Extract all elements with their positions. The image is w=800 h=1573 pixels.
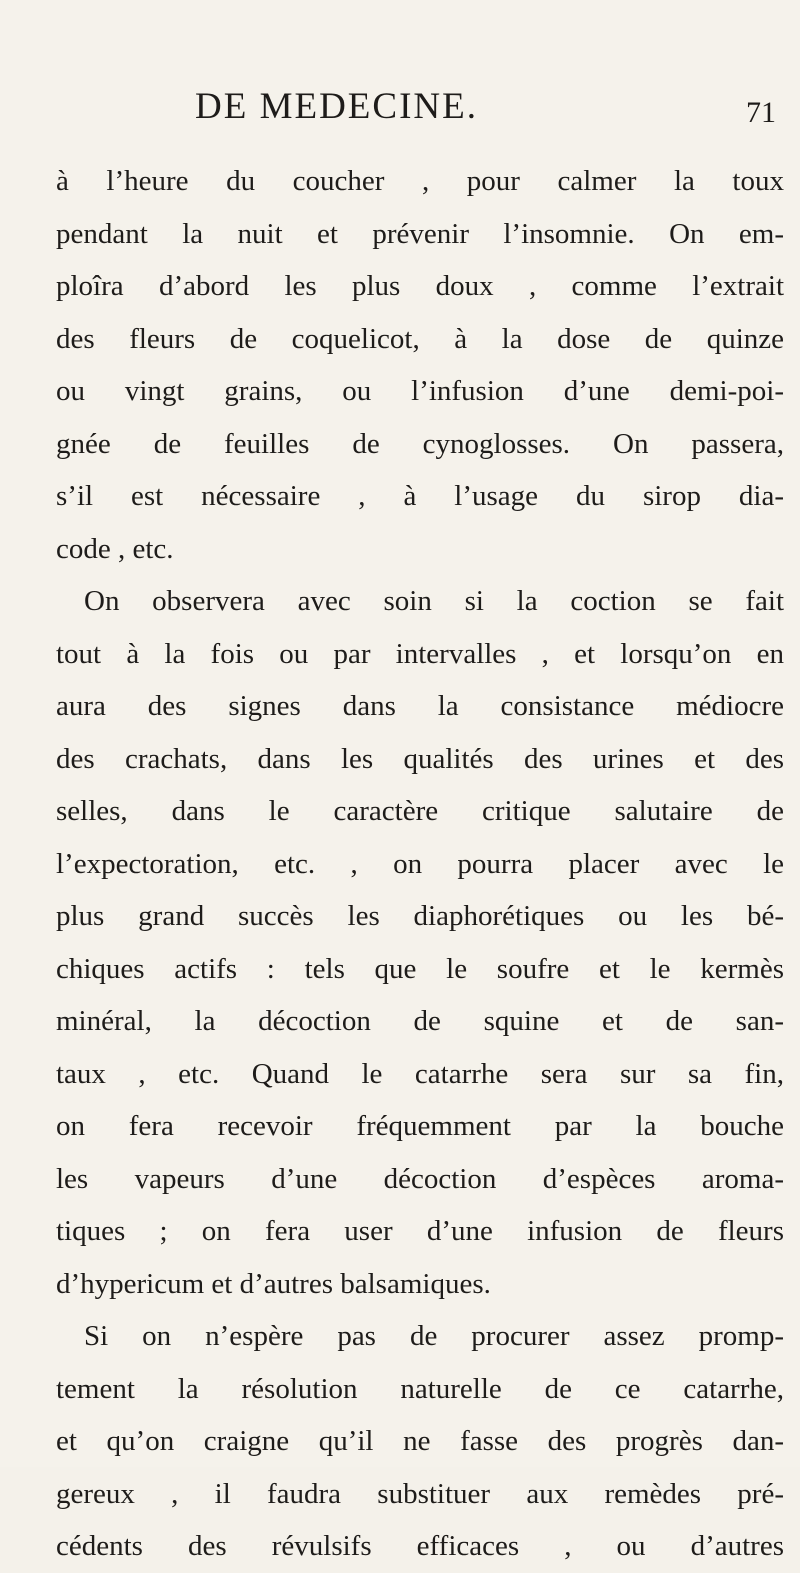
text-line: des fleurs de coquelicot, à la dose de quinze xyxy=(56,322,784,355)
text-line: ou vingt grains, ou l’infusion d’une demi-poi- xyxy=(56,375,784,407)
text-line: tement la résolution naturelle de ce catarrhe, xyxy=(56,1372,784,1405)
text-line: d’hypericum et d’autres balsamiques. xyxy=(56,1267,491,1300)
text-line: selles, dans le caractère critique salutaire de xyxy=(56,795,784,827)
text-line: tout à la fois ou par intervalles , et lorsqu’on en xyxy=(56,637,784,670)
page-header xyxy=(60,88,776,138)
running-head: DE MEDECINE. xyxy=(195,86,478,127)
text-line: Si on n’espère pas de procurer assez promp- xyxy=(84,1320,784,1352)
body-text xyxy=(56,155,784,1573)
text-line: plus grand succès les diaphorétiques ou les bé- xyxy=(56,900,784,932)
text-line: aura des signes dans la consistance médiocre xyxy=(56,690,784,722)
text-line: pendant la nuit et prévenir l’insomnie. On em- xyxy=(56,217,784,250)
text-line: minéral, la décoction de squine et de san- xyxy=(56,1005,784,1037)
text-line: l’expectoration, etc. , on pourra placer avec le xyxy=(56,847,784,880)
text-line: chiques actifs : tels que le soufre et le kermès xyxy=(56,952,784,985)
text-line: on fera recevoir fréquemment par la bouche xyxy=(56,1110,784,1142)
text-line: ploîra d’abord les plus doux , comme l’extrait xyxy=(56,270,784,302)
text-line: des crachats, dans les qualités des urines et des xyxy=(56,742,784,775)
text-line: taux , etc. Quand le catarrhe sera sur sa fin, xyxy=(56,1057,784,1090)
text-line: à l’heure du coucher , pour calmer la toux xyxy=(56,165,784,197)
text-line: gnée de feuilles de cynoglosses. On passera, xyxy=(56,427,784,460)
text-line: cédents des révulsifs efficaces , ou d’autres xyxy=(56,1530,784,1562)
page-number: 71 xyxy=(746,96,776,129)
text-line: les vapeurs d’une décoction d’espèces aroma- xyxy=(56,1162,784,1195)
text-line: et qu’on craigne qu’il ne fasse des progrès dan- xyxy=(56,1425,784,1457)
text-line: s’il est nécessaire , à l’usage du sirop dia- xyxy=(56,480,784,512)
text-line: code , etc. xyxy=(56,532,174,565)
text-line: gereux , il faudra substituer aux remèdes pré- xyxy=(56,1477,784,1510)
text-line: tiques ; on fera user d’une infusion de fleurs xyxy=(56,1215,784,1247)
text-line: On observera avec soin si la coction se fait xyxy=(84,585,784,617)
